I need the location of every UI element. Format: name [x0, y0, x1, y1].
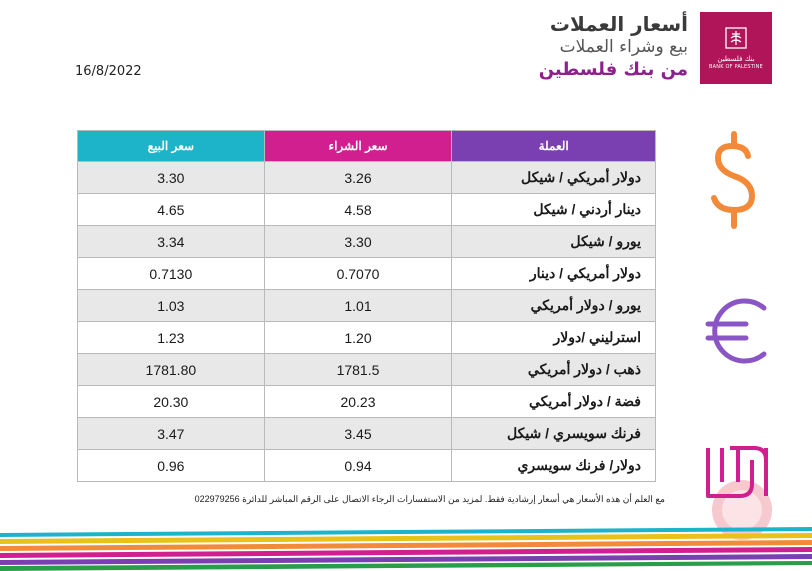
sell-cell: 1781.80: [78, 354, 265, 386]
header-sell: سعر البيع: [78, 131, 265, 162]
table-row: [78, 226, 656, 258]
buy-cell: 1.01: [264, 290, 452, 322]
currency-cell: دولار أمريكي / شيكل: [452, 162, 656, 194]
table-row: [78, 322, 656, 354]
logo-english-name: BANK OF PALESTINE: [709, 64, 763, 70]
sell-cell: 1.23: [78, 322, 265, 354]
header-titles: [539, 12, 688, 82]
bottom-stripes-decoration: [0, 527, 812, 571]
header-currency: العملة: [452, 131, 656, 162]
table-row: [78, 194, 656, 226]
sell-cell: 0.96: [78, 450, 265, 482]
bank-logo: [700, 12, 772, 84]
dollar-icon: [698, 128, 770, 233]
buy-cell: 3.45: [264, 418, 452, 450]
currency-cell: دولار أمريكي / دينار: [452, 258, 656, 290]
buy-cell: 1781.5: [264, 354, 452, 386]
currency-cell: دولار/ فرنك سويسري: [452, 450, 656, 482]
currency-cell: استرليني /دولار: [452, 322, 656, 354]
currency-cell: يورو / دولار أمريكي: [452, 290, 656, 322]
page-tagline: من بنك فلسطين: [538, 59, 688, 80]
page-title: أسعار العملات: [549, 12, 688, 36]
buy-cell: 0.94: [264, 450, 452, 482]
currency-cell: فرنك سويسري / شيكل: [452, 418, 656, 450]
buy-cell: 3.30: [264, 226, 452, 258]
sell-cell: 20.30: [78, 386, 265, 418]
currency-cell: دينار أردني / شيكل: [452, 194, 656, 226]
table-row: [78, 162, 656, 194]
header-buy: سعر الشراء: [264, 131, 452, 162]
currency-cell: يورو / شيكل: [452, 226, 656, 258]
currency-cell: فضة / دولار أمريكي: [452, 386, 656, 418]
buy-cell: 3.26: [264, 162, 452, 194]
buy-cell: 20.23: [264, 386, 452, 418]
bank-emblem-icon: [723, 25, 749, 51]
date-label: 16/8/2022: [75, 64, 142, 79]
table-row: [78, 418, 656, 450]
buy-cell: 1.20: [264, 322, 452, 354]
table-header-row: [78, 131, 656, 162]
sell-cell: 1.03: [78, 290, 265, 322]
buy-cell: 4.58: [264, 194, 452, 226]
sell-cell: 0.7130: [78, 258, 265, 290]
table-row: [78, 258, 656, 290]
disclaimer-note: مع العلم أن هذه الأسعار هي أسعار إرشادية فقط. لمزيد من الاستفسارات الرجاء الاتصال على الرقم المباشر للدائرة 022979256: [194, 494, 665, 504]
sell-cell: 3.30: [78, 162, 265, 194]
currency-cell: ذهب / دولار أمريكي: [452, 354, 656, 386]
logo-arabic-name: بنك فلسطين: [717, 55, 755, 63]
table-row: [78, 450, 656, 482]
sell-cell: 4.65: [78, 194, 265, 226]
table-row: [78, 386, 656, 418]
table-row: [78, 354, 656, 386]
sell-cell: 3.34: [78, 226, 265, 258]
buy-cell: 0.7070: [264, 258, 452, 290]
table-row: [78, 290, 656, 322]
exchange-rates-table: [77, 130, 656, 482]
sell-cell: 3.47: [78, 418, 265, 450]
euro-icon: [700, 292, 778, 370]
page-subtitle: بيع وشراء العملات: [559, 37, 688, 57]
